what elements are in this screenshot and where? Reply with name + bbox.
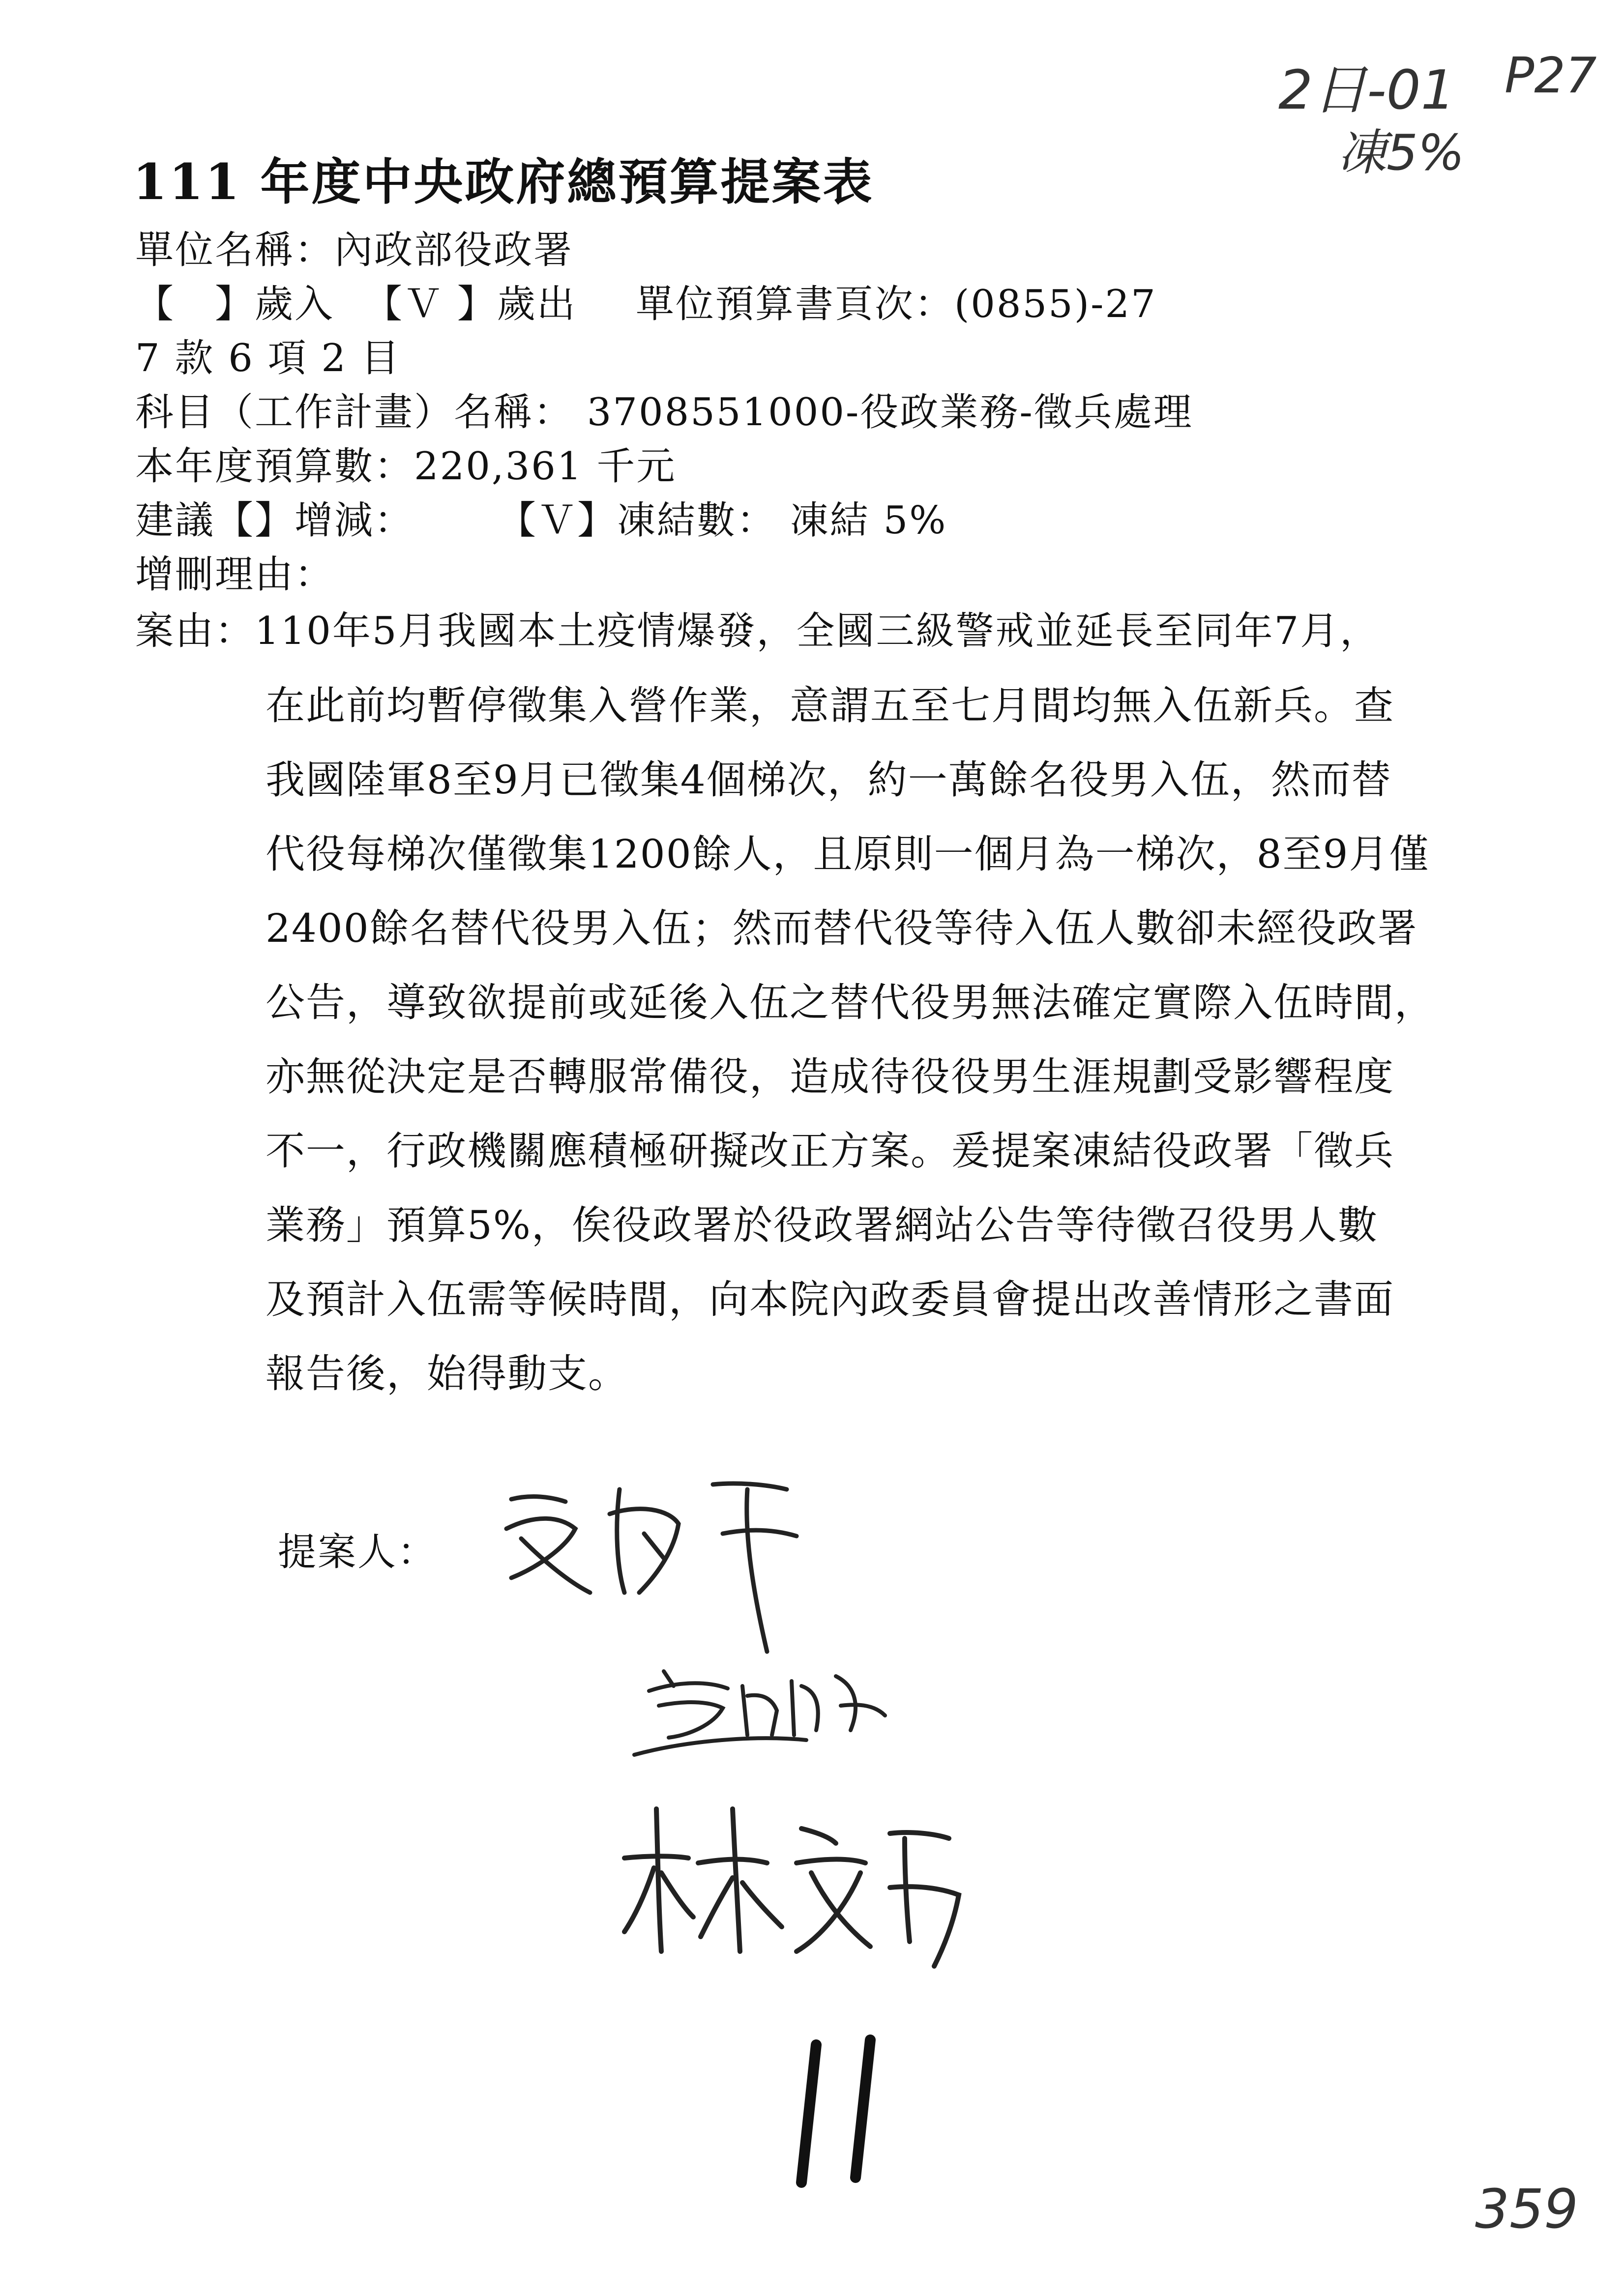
budget-page-ref: 單位預算書頁次：(0855)-27 bbox=[635, 282, 1157, 326]
signature-1 bbox=[492, 1455, 836, 1661]
unit-name: 單位名稱：內政部役政署 bbox=[135, 228, 574, 272]
account-line: 7 款 6 項 2 目 bbox=[135, 336, 401, 380]
revenue-checkbox: 【 】歲入 bbox=[135, 282, 335, 326]
signature-3 bbox=[615, 1789, 969, 1996]
case-first-line: 案由：110年5月我國本土疫情爆發，全國三級警戒並延長至同年7月， bbox=[135, 609, 1380, 653]
handwritten-page-number: 359 bbox=[1475, 2178, 1578, 2240]
handwritten-code: 2日-01 bbox=[1278, 58, 1455, 121]
expense-checkbox: 【Ｖ 】歲出 bbox=[364, 282, 577, 326]
handwritten-freeze-note: 凍5% bbox=[1337, 124, 1465, 181]
subject-line: 科目（工作計畫）名稱： 3708551000-役政業務-徵兵處理 bbox=[135, 390, 1193, 435]
document-title: 111 年度中央政府總預算提案表 bbox=[133, 153, 874, 211]
budget-type-line bbox=[135, 282, 1157, 326]
suggestion-line bbox=[135, 498, 947, 543]
case-body: 在此前均暫停徵集入營作業，意謂五至七月間均無入伍新兵。查 我國陸軍8至9月已徵集4個梯次，約一萬餘名役男入伍，然而替 代役每梯次僅徵集1200餘人，且原則一個月為一梯次，8至9月僅 2400餘名替代役男入伍；然而替代役等待入伍人數卻未經役政署 公告，導致欲提前或延後入伍之替代役男無法確定實際入伍時間， 亦無從決定是否轉服常備役，造成待役役男生涯規劃受影響程度 不一，行政機關應積極研擬改正方案。爰提案凍結役政署「徵兵 業務」預算5%，俟役政署於役政署網站公告等待徵召役男人數 及預計入伍需等候時間，向本院內政委員會提出改善情形之書面 報告後，始得動支。 bbox=[266, 683, 1435, 1396]
proposer-label: 提案人： bbox=[278, 1530, 438, 1574]
reason-label: 增刪理由： bbox=[135, 552, 335, 597]
budget-amount: 本年度預算數：220,361 千元 bbox=[135, 444, 677, 489]
freeze-checkbox: 【Ｖ】凍結數： 凍結 5% bbox=[498, 498, 947, 543]
adjust-checkbox: 建議【】增減： bbox=[135, 498, 414, 543]
sequence-mark-drawing bbox=[777, 2025, 895, 2202]
handwritten-page-ref: P27 bbox=[1505, 47, 1597, 104]
signature-2 bbox=[629, 1652, 905, 1779]
